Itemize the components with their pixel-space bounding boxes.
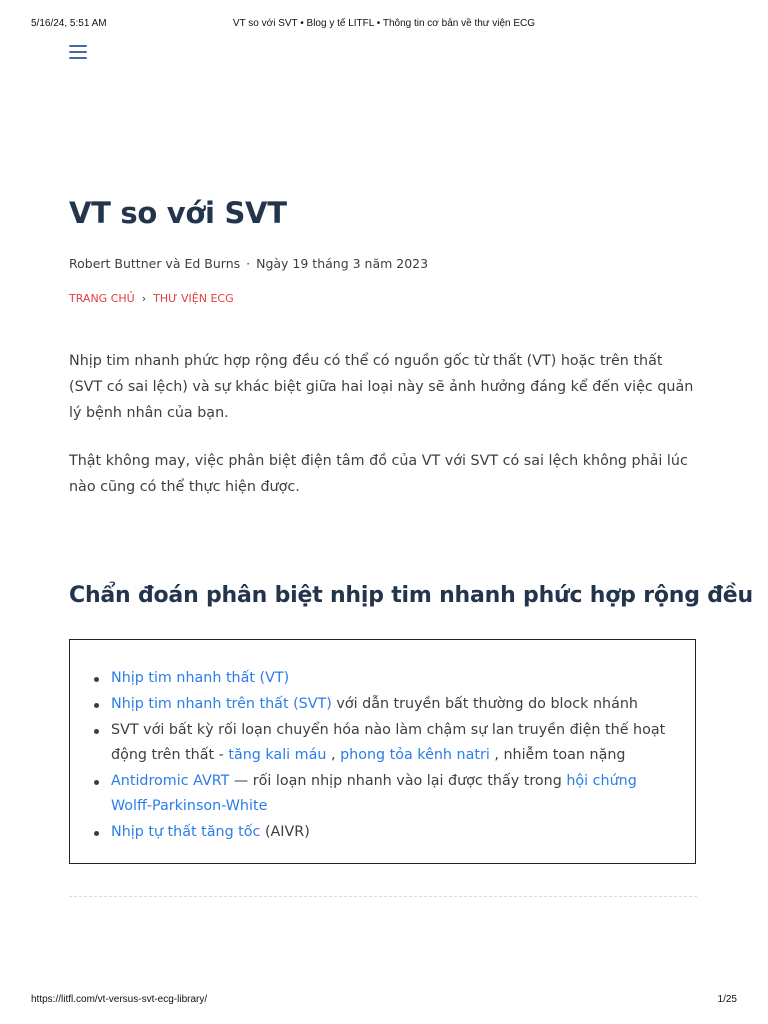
- list-item-text: — rối loạn nhịp nhanh vào lại được thấy trong: [229, 773, 567, 789]
- intro-paragraph-2: Thật không may, việc phân biệt điện tâm đồ của VT với SVT có sai lệch không phải lúc nào cũng có thể thực hiện được.: [69, 453, 688, 495]
- breadcrumb: [69, 292, 234, 305]
- link-aivr[interactable]: Nhịp tự thất tăng tốc: [111, 824, 261, 840]
- article-authors: Robert Buttner và Ed Burns: [69, 256, 241, 271]
- list-item: [93, 692, 673, 717]
- print-url: https://litfl.com/vt-versus-svt-ecg-library/: [31, 994, 208, 1005]
- page-title: VT so với SVT: [69, 196, 287, 230]
- ddx-list: [93, 666, 673, 846]
- intro-paragraph-1: Nhịp tim nhanh phức hợp rộng đều có thể có nguồn gốc từ thất (VT) hoặc trên thất (SVT có sai lệch) và sự khác biệt giữa hai loại này sẽ ảnh hưởng đáng kể đến việc quản lý bệnh nhân của bạn.: [69, 353, 694, 421]
- link-hyperkalaemia[interactable]: tăng kali máu: [228, 747, 327, 763]
- breadcrumb-chevron-icon: ›: [141, 292, 147, 305]
- list-item: [93, 718, 673, 768]
- list-item: [93, 769, 673, 819]
- link-vt[interactable]: Nhịp tim nhanh thất (VT): [111, 670, 290, 686]
- hamburger-menu-icon[interactable]: [69, 43, 88, 59]
- list-item-text: , nhiễm toan nặng: [489, 747, 626, 763]
- print-footer: [0, 994, 768, 1008]
- article-date: Ngày 19 tháng 3 năm 2023: [256, 256, 429, 271]
- article-byline: [69, 256, 428, 271]
- print-header: [0, 18, 768, 32]
- section-heading-ddx: Chẩn đoán phân biệt nhịp tim nhanh phức hợp rộng đều: [69, 583, 753, 608]
- section-divider: [69, 896, 697, 897]
- link-wpw-syndrome[interactable]: hội chứng Wolff-Parkinson-White: [111, 773, 637, 814]
- link-antidromic-avrt[interactable]: Antidromic AVRT: [111, 773, 230, 789]
- link-svt[interactable]: Nhịp tim nhanh trên thất (SVT): [111, 696, 332, 712]
- list-item: [93, 666, 673, 691]
- list-item: [93, 820, 673, 845]
- print-page-number: 1/25: [717, 994, 737, 1005]
- list-item-text: với dẫn truyền bất thường do block nhánh: [331, 696, 638, 712]
- list-item-text: SVT với bất kỳ rối loạn chuyển hóa nào làm chậm sự lan truyền điện thế hoạt động trên thất -: [111, 722, 666, 763]
- ddx-box: [69, 639, 696, 864]
- breadcrumb-ecg-library-link[interactable]: THƯ VIỆN ECG: [153, 292, 234, 305]
- breadcrumb-home-link[interactable]: TRANG CHỦ: [69, 292, 135, 305]
- list-item-text: ,: [326, 747, 341, 763]
- print-datetime: 5/16/24, 5:51 AM: [31, 18, 107, 29]
- list-item-text: (AIVR): [260, 824, 310, 840]
- link-sodium-channel-blockade[interactable]: phong tỏa kênh natri: [340, 747, 490, 763]
- byline-separator: ·: [246, 256, 251, 271]
- print-document-title: VT so với SVT • Blog y tế LITFL • Thông tin cơ bản về thư viện ECG: [232, 18, 536, 29]
